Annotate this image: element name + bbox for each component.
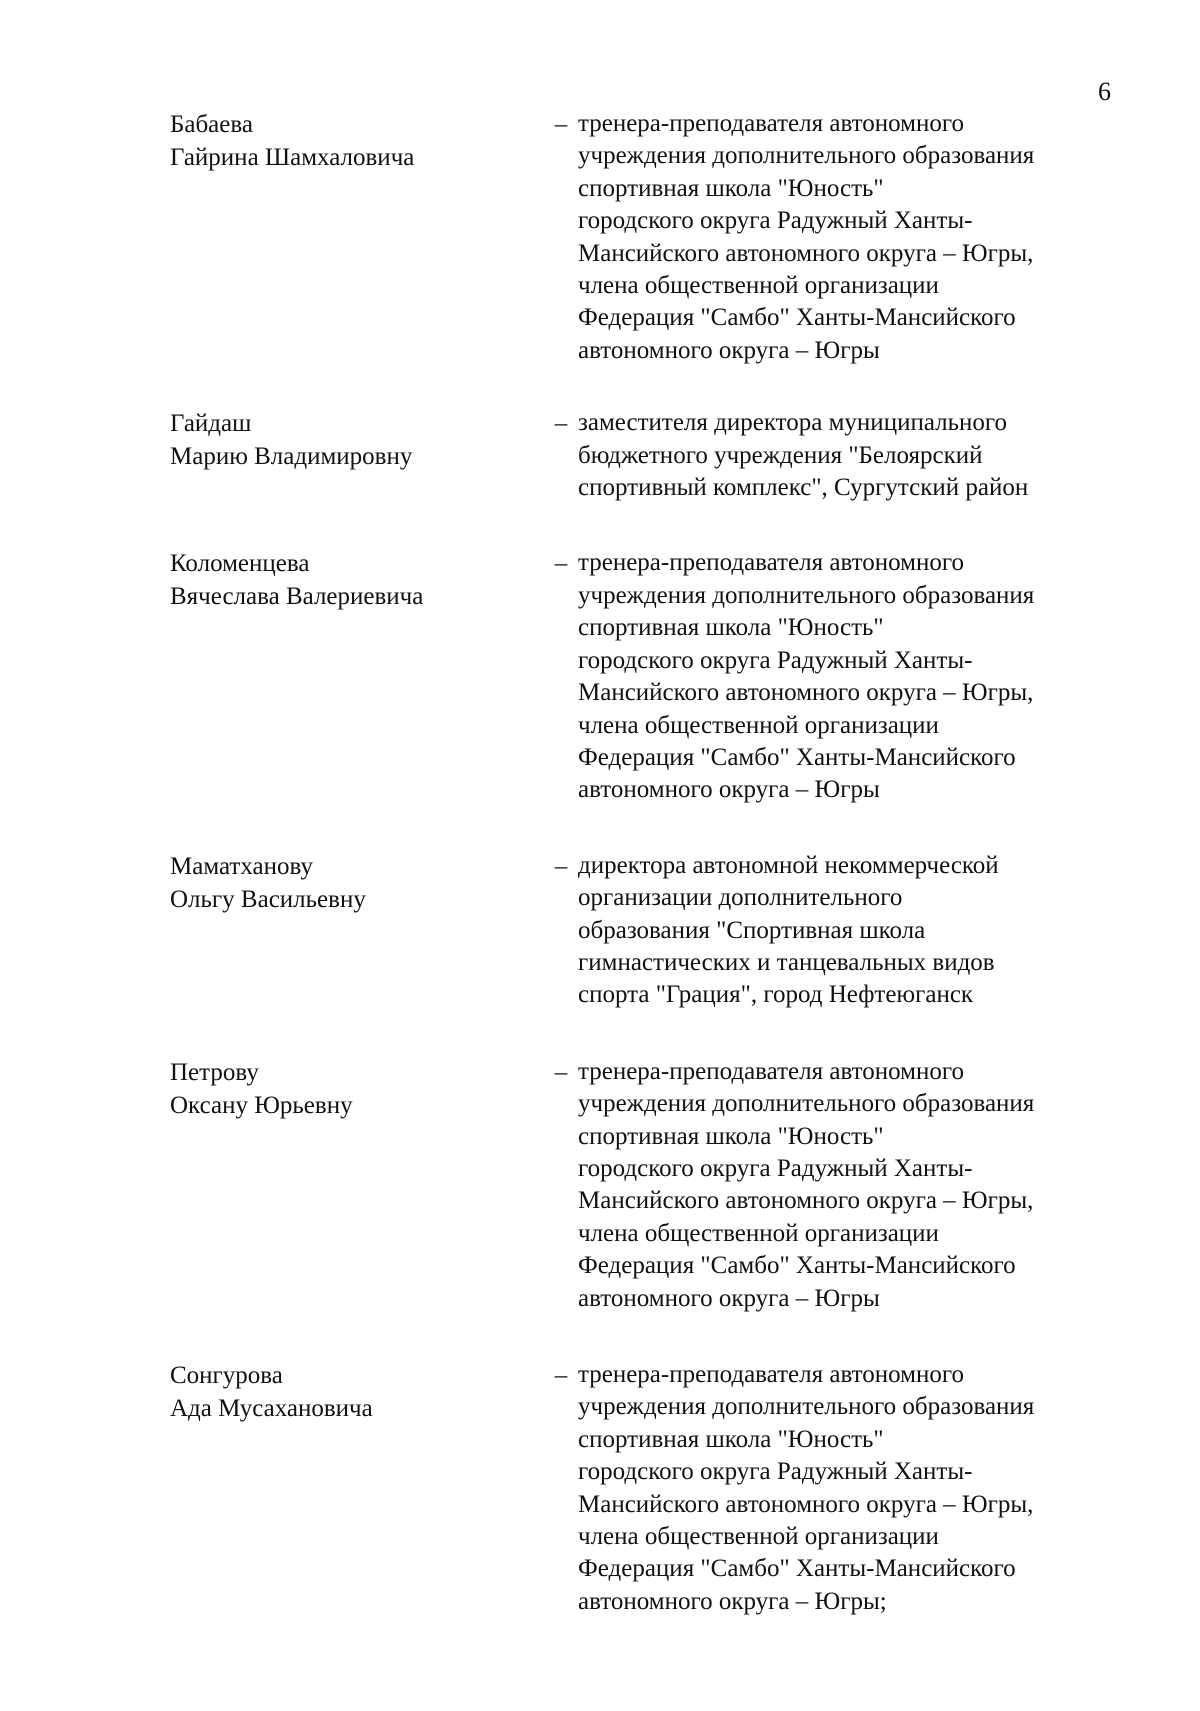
description-line: автономного округа – Югры;: [578, 1587, 887, 1615]
list-entry: [170, 108, 1130, 367]
dash-separator: –: [554, 550, 568, 578]
position-description: [578, 850, 1130, 1012]
given-names: Гайрина Шамхаловича: [170, 144, 415, 171]
description-line: городского округа Радужный Ханты-: [578, 1458, 973, 1486]
given-names: Вячеслава Валериевича: [170, 583, 424, 611]
person-name: [170, 1359, 530, 1425]
position-description: [578, 1359, 1130, 1618]
list-entry: [170, 1359, 1130, 1618]
description-line: члена общественной организации: [578, 272, 939, 300]
description-line: автономного округа – Югры: [578, 776, 880, 804]
surname: Гайдаш: [170, 410, 252, 438]
description-line: Мансийского автономного округа – Югры,: [578, 239, 1034, 267]
description-line: спортивная школа "Юность": [578, 1122, 884, 1150]
description-line: Федерация "Самбо" Ханты-Мансийского: [578, 1252, 1016, 1280]
description-line: заместителя директора муниципального: [578, 409, 1008, 437]
list-entry: [170, 547, 1130, 806]
description-line: члена общественной организации: [578, 711, 939, 739]
list-entry: [170, 407, 1130, 504]
dash-separator: –: [554, 1362, 568, 1389]
position-description: [578, 108, 1130, 367]
description-line: Федерация "Самбо" Ханты-Мансийского: [578, 1555, 1016, 1583]
description-line: члена общественной организации: [578, 1219, 939, 1247]
description-line: автономного округа – Югры: [578, 1284, 880, 1312]
list-entry: [170, 1056, 1130, 1315]
description-line: Федерация "Самбо" Ханты-Мансийского: [578, 304, 1016, 332]
given-names: Оксану Юрьевну: [170, 1091, 353, 1119]
description-line: учреждения дополнительного образования: [578, 581, 1035, 609]
position-description: [578, 1056, 1130, 1315]
description-line: Мансийского автономного округа – Югры,: [578, 1187, 1034, 1215]
description-line: Мансийского автономного округа – Югры,: [578, 1490, 1034, 1518]
description-line: городского округа Радужный Ханты-: [578, 646, 973, 674]
description-line: спортивная школа "Юность": [578, 1425, 884, 1453]
surname: Петрову: [170, 1058, 259, 1086]
description-line: городского округа Радужный Ханты-: [578, 207, 973, 235]
description-line: тренера-преподавателя автономного: [578, 1361, 964, 1388]
position-description: [578, 407, 1130, 504]
surname: Маматханову: [170, 852, 313, 880]
description-line: образования "Спортивная школа: [578, 916, 926, 944]
description-line: директора автономной некоммерческой: [578, 851, 999, 879]
award-list: [170, 108, 1130, 1618]
description-line: спортивная школа "Юность": [578, 614, 884, 642]
given-names: Марию Владимировну: [170, 443, 413, 471]
description-line: учреждения дополнительного образования: [578, 142, 1035, 170]
description-line: тренера-преподавателя автономного: [578, 549, 964, 577]
description-line: гимнастических и танцевальных видов: [578, 948, 995, 976]
person-name: [170, 850, 530, 916]
position-description: [578, 547, 1130, 806]
person-name: [170, 547, 530, 613]
person-name: [170, 108, 530, 174]
description-line: спортивная школа "Юность": [578, 174, 884, 202]
description-line: учреждения дополнительного образования: [578, 1090, 1035, 1118]
description-line: организации дополнительного: [578, 884, 903, 912]
dash-separator: –: [554, 111, 568, 138]
list-entry: [170, 850, 1130, 1012]
dash-separator: –: [554, 1058, 568, 1086]
description-line: Мансийского автономного округа – Югры,: [578, 679, 1034, 707]
person-name: [170, 407, 530, 473]
dash-separator: –: [554, 852, 568, 880]
person-name: [170, 1056, 530, 1122]
given-names: Ада Мусахановича: [170, 1395, 373, 1422]
description-line: бюджетного учреждения "Белоярский: [578, 441, 983, 469]
description-line: спортивный комплекс", Сургутский район: [578, 474, 1029, 502]
description-line: Федерация "Самбо" Ханты-Мансийского: [578, 743, 1016, 771]
description-line: городского округа Радужный Ханты-: [578, 1154, 973, 1182]
surname: Сонгурова: [170, 1362, 283, 1389]
surname: Коломенцева: [170, 550, 310, 578]
description-line: тренера-преподавателя автономного: [578, 1057, 964, 1085]
description-line: члена общественной организации: [578, 1523, 939, 1551]
surname: Бабаева: [170, 111, 253, 138]
description-line: тренера-преподавателя автономного: [578, 110, 964, 137]
dash-separator: –: [554, 410, 568, 438]
description-line: спорта "Грация", город Нефтеюганск: [578, 981, 974, 1009]
description-line: автономного округа – Югры: [578, 336, 880, 364]
given-names: Ольгу Васильевну: [170, 885, 366, 913]
description-line: учреждения дополнительного образования: [578, 1393, 1035, 1421]
page-number: 6: [1098, 77, 1111, 106]
